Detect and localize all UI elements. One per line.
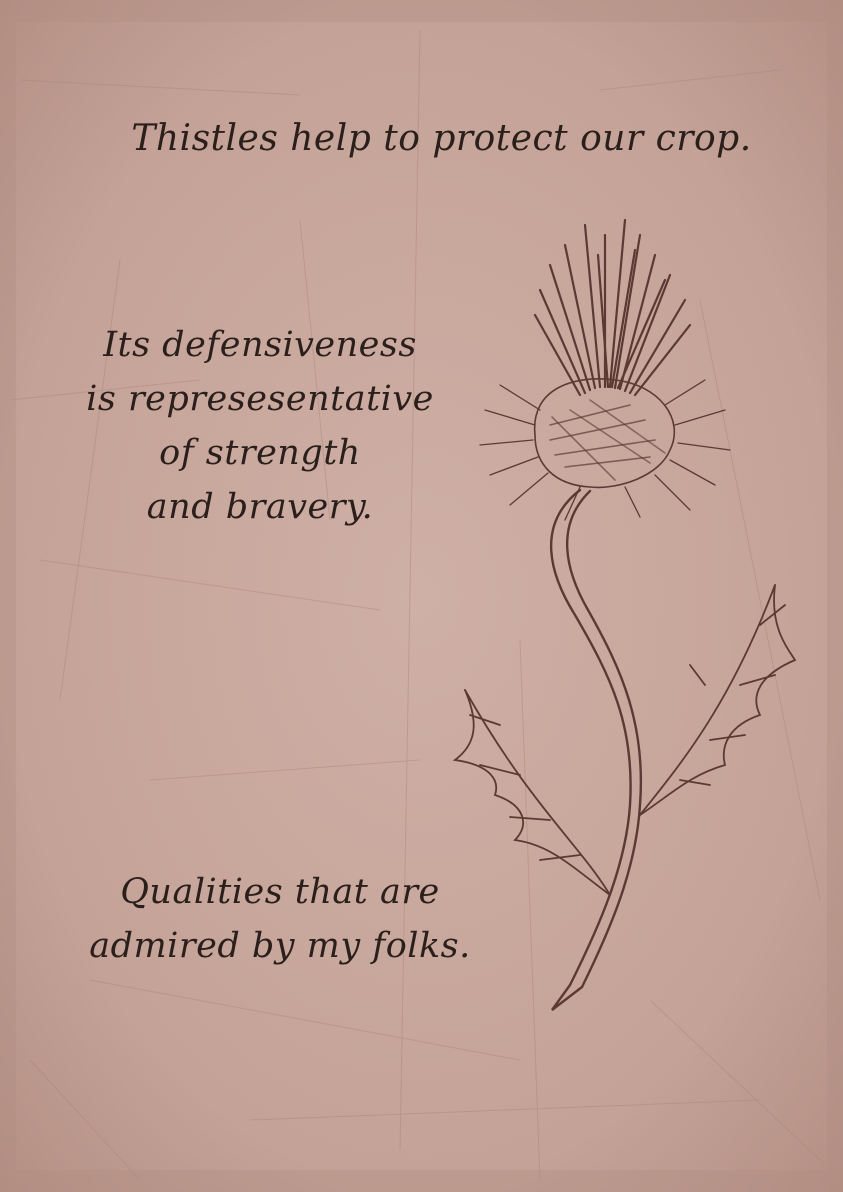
caption-top: Thistles help to protect our crop.: [131, 118, 752, 159]
thistle-illustration: [440, 205, 800, 1025]
caption-bottom-line-1: Qualities that are: [120, 872, 440, 912]
caption-middle-line-3: of strength: [159, 433, 361, 473]
thistle-bristles: [480, 380, 730, 520]
caption-middle-line-1: Its defensiveness: [103, 325, 417, 365]
thistle-head: [535, 379, 675, 488]
caption-middle: [60, 318, 460, 534]
thistle-stem: [551, 490, 641, 1010]
caption-middle-line-4: and bravery.: [146, 487, 374, 527]
caption-middle-line-2: is represesentative: [86, 379, 434, 419]
caption-bottom: [70, 865, 490, 973]
thistle-right-leaf: [640, 585, 795, 815]
thistle-left-leaf: [455, 690, 610, 895]
caption-bottom-line-2: admired by my folks.: [89, 926, 471, 966]
thistle-crown: [535, 220, 690, 395]
